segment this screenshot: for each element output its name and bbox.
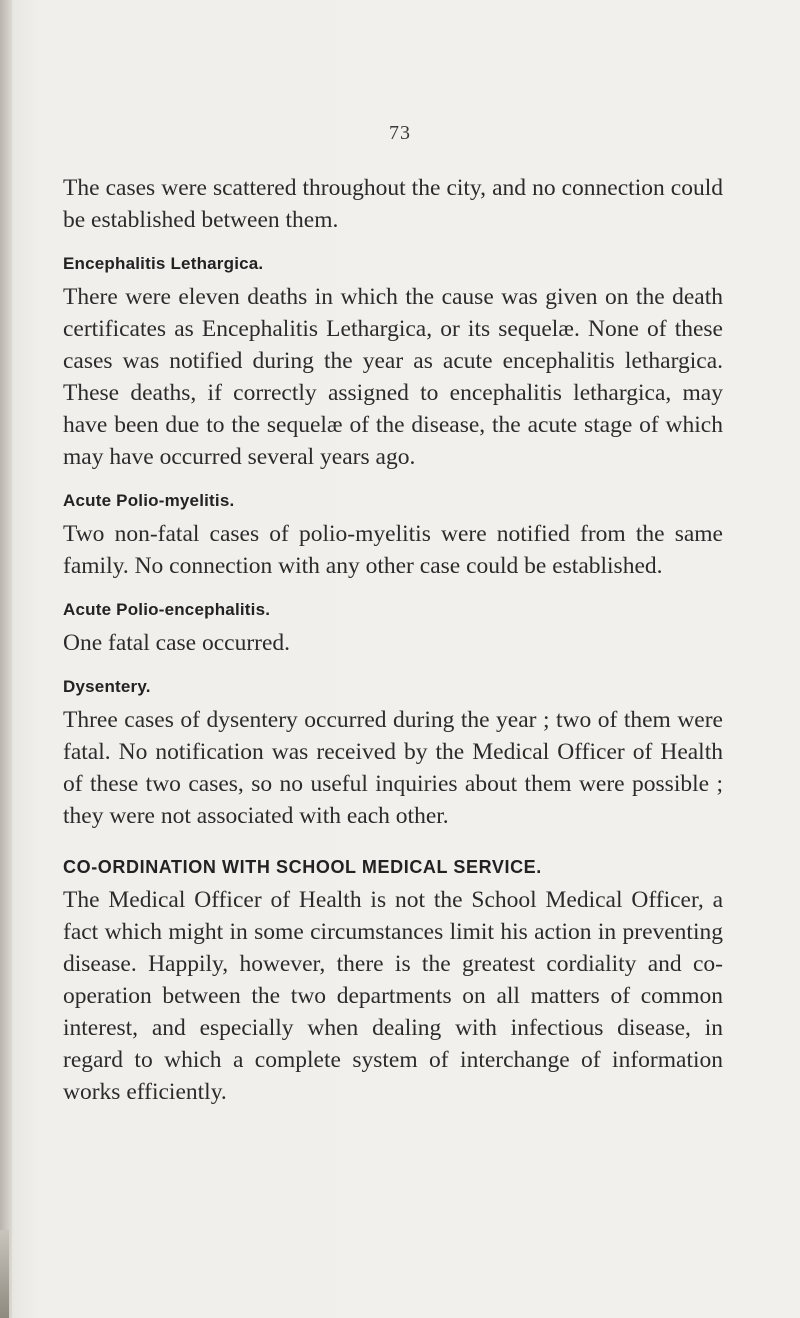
section-paragraph: Three cases of dysentery occurred during the year ; two of them were fatal. No notification was received by the Medical Officer of Health of these two cases, so no useful inquiries about them were possible ; they were not associated with each other. <box>63 707 723 829</box>
section-heading: Acute Polio-encephalitis. <box>63 600 271 619</box>
section-acute-polio-myelitis <box>63 490 723 582</box>
section-co-ordination <box>63 856 723 1108</box>
section-heading: Acute Polio-myelitis. <box>63 491 235 510</box>
intro-paragraph: The cases were scattered throughout the city, and no connection could be established between them. <box>63 175 723 233</box>
section-heading: Encephalitis Lethargica. <box>63 254 264 273</box>
section-paragraph: One fatal case occurred. <box>63 630 291 656</box>
section-acute-polio-encephalitis <box>63 599 723 659</box>
page-binding-edge <box>0 0 12 1318</box>
page-number: 73 <box>389 122 411 144</box>
section-paragraph: Two non-fatal cases of polio-myelitis were notified from the same family. No connection with any other case could be established. <box>63 521 723 579</box>
section-heading: CO-ORDINATION WITH SCHOOL MEDICAL SERVICE. <box>63 857 542 877</box>
section-paragraph: The Medical Officer of Health is not the School Medical Officer, a fact which might in some circumstances limit his action in preventing disease. Happily, however, there is the greatest cordiality and co-operation between the two departments on all matters of common interest, and especially when dealing with infectious disease, in regard to which a complete system of interchange of information works efficiently. <box>63 887 723 1105</box>
section-encephalitis-lethargica <box>63 253 723 473</box>
section-dysentery <box>63 676 723 832</box>
binding-shadow-mark <box>0 1230 9 1318</box>
section-heading: Dysentery. <box>63 677 151 696</box>
document-body <box>63 172 723 1108</box>
section-paragraph: There were eleven deaths in which the cause was given on the death certificates as Encephalitis Lethargica, or its sequelæ. None of these cases was notified during the year as acute encephalitis lethargica. These deaths, if correctly assigned to encephalitis lethargica, may have been due to the sequelæ of the disease, the acute stage of which may have occurred several years ago. <box>63 284 723 470</box>
